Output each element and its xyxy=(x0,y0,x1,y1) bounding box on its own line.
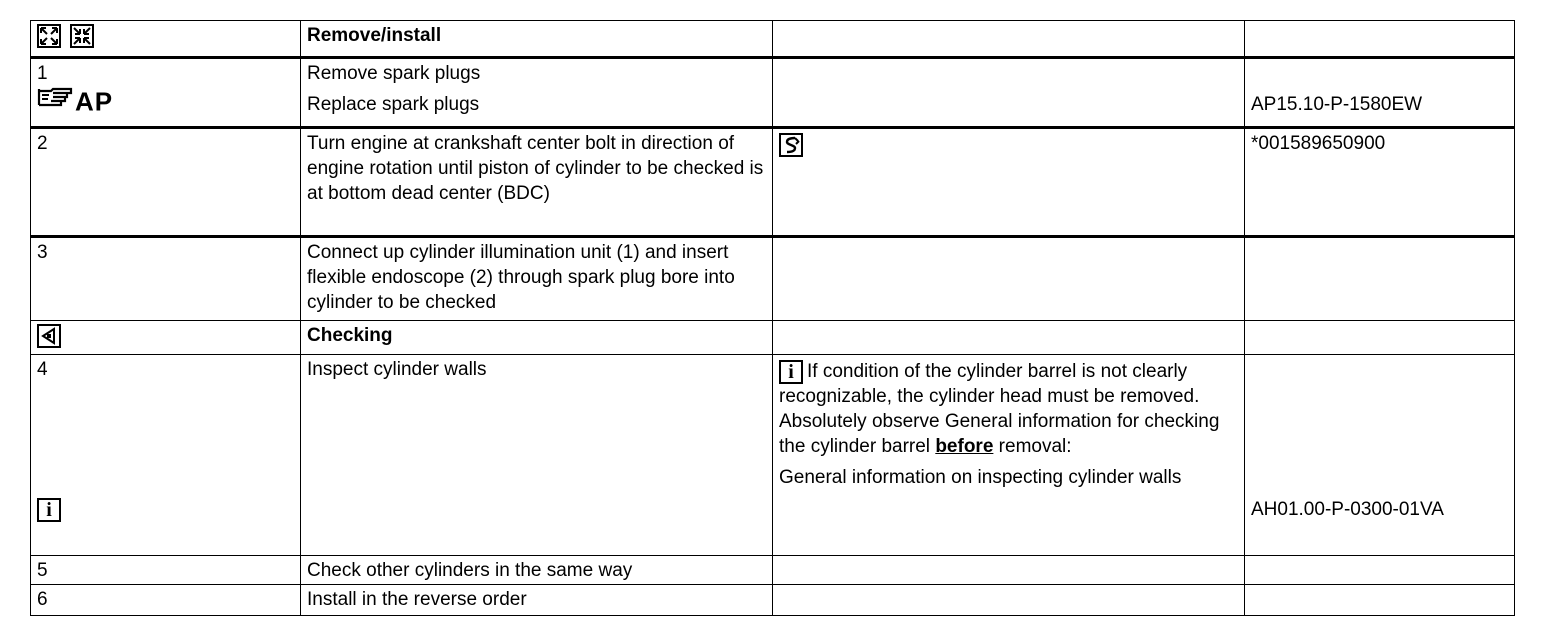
step-number: 4 xyxy=(37,359,48,380)
instruction-text: Check other cylinders in the same way xyxy=(301,556,773,585)
note-cell xyxy=(773,58,1245,128)
step-number: 3 xyxy=(31,237,301,321)
header-empty-cell xyxy=(1245,21,1515,58)
instruction-text: Remove spark plugs xyxy=(307,63,481,84)
section-icon-cell xyxy=(31,321,301,355)
table-row xyxy=(31,237,1515,321)
step-cell xyxy=(31,355,301,556)
reference-link[interactable]: AP15.10-P-1580EW xyxy=(1251,94,1423,115)
special-tool-icon xyxy=(779,133,803,157)
reference-cell xyxy=(1245,585,1515,616)
table-header-row xyxy=(31,21,1515,58)
reference-cell xyxy=(1245,237,1515,321)
header-empty-cell xyxy=(773,21,1245,58)
pointing-hand-icon xyxy=(37,86,75,117)
reference-link[interactable]: *001589650900 xyxy=(1251,133,1386,154)
step-number: 5 xyxy=(31,556,301,585)
step-number: 2 xyxy=(31,128,301,237)
ap-label: AP xyxy=(75,86,114,117)
info-icon: i xyxy=(37,498,61,522)
step-cell xyxy=(31,58,301,128)
instruction-text: Turn engine at crankshaft center bolt in direction of engine rotation until piston of cylinder to be checked is at bottom dead center (BDC) xyxy=(301,128,773,237)
reference-cell xyxy=(1245,556,1515,585)
instruction-text: Inspect cylinder walls xyxy=(301,355,773,556)
note-cell xyxy=(773,128,1245,237)
note-cell xyxy=(773,237,1245,321)
note-text: General information on inspecting cylinder walls xyxy=(779,467,1182,488)
check-icon xyxy=(37,324,61,348)
instruction-text: Connect up cylinder illumination unit (1) and insert flexible endoscope (2) through spark plug bore into cylinder to be checked xyxy=(301,237,773,321)
note-cell xyxy=(773,355,1245,556)
step-number: 1 xyxy=(37,63,48,84)
table-row xyxy=(31,556,1515,585)
instruction-cell xyxy=(301,58,773,128)
note-text: i If condition of the cylinder barrel is not clearly recognizable, the cylinder head must be removed. Absolutely observe General information for checking the cylinder barrel before removal: xyxy=(779,360,1220,457)
note-emphasis: before xyxy=(935,436,994,457)
header-icons-cell xyxy=(31,21,301,58)
note-cell xyxy=(773,585,1245,616)
expand-arrows-icon xyxy=(37,24,61,48)
section-title: Checking xyxy=(301,321,773,355)
note-cell xyxy=(773,556,1245,585)
procedure-table xyxy=(30,20,1515,616)
step-number: 6 xyxy=(31,585,301,616)
reference-cell xyxy=(1245,58,1515,128)
reference-cell xyxy=(1245,128,1515,237)
info-icon: i xyxy=(779,360,803,384)
reference-cell xyxy=(1245,321,1515,355)
table-row xyxy=(31,58,1515,128)
instruction-text: Install in the reverse order xyxy=(301,585,773,616)
table-row xyxy=(31,585,1515,616)
header-title: Remove/install xyxy=(301,21,773,58)
table-row xyxy=(31,128,1515,237)
section-row xyxy=(31,321,1515,355)
collapse-arrows-icon xyxy=(70,24,94,48)
note-cell xyxy=(773,321,1245,355)
table-row xyxy=(31,355,1515,556)
instruction-text: Replace spark plugs xyxy=(307,94,480,115)
reference-cell xyxy=(1245,355,1515,556)
reference-link[interactable]: AH01.00-P-0300-01VA xyxy=(1251,499,1444,520)
